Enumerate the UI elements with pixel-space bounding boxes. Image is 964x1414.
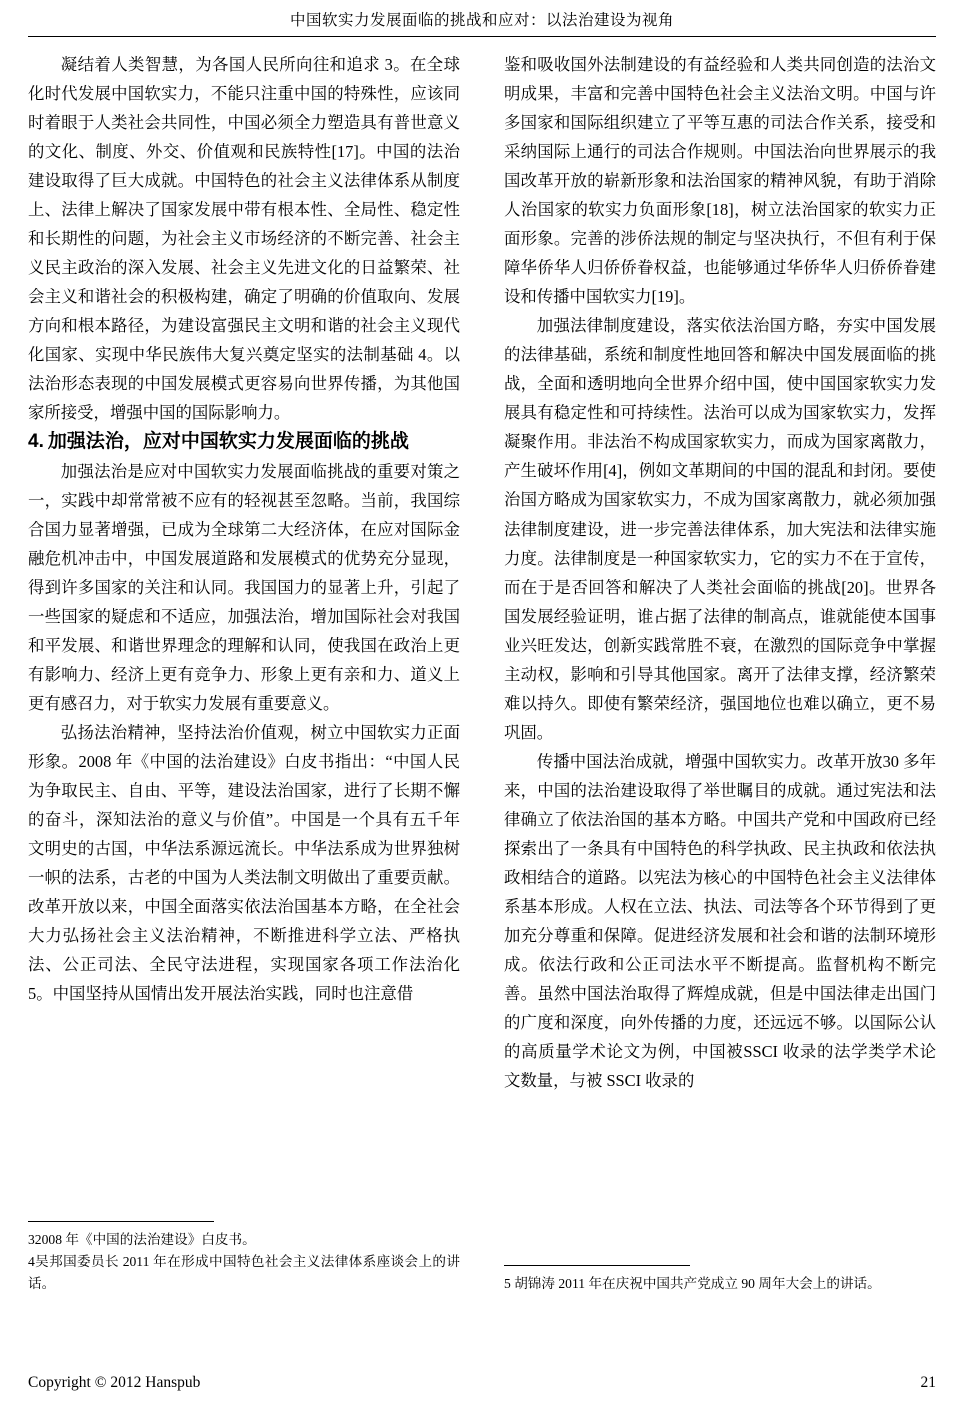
copyright-text: Copyright © 2012 Hanspub [28,1374,201,1391]
footnote-divider [504,1265,690,1266]
two-column-body [28,50,936,1295]
section-title: 加强法治，应对中国软实力发展面临的挑战 [47,431,409,453]
page-number: 21 [920,1374,936,1391]
footnote: 5 胡锦涛 2011 年在庆祝中国共产党成立 90 周年大会上的讲话。 [504,1275,881,1291]
page-footer [28,1374,936,1392]
paragraph: 加强法律制度建设，落实依法治国方略，夯实中国发展的法律基础，系统和制度性地回答和解决中国发展面临的挑战，全面和透明地向全世界介绍中国，使中国国家软实力发展具有稳定性和可持续性。法治可以成为国家软实力，发挥凝聚作用。非法治不构成国家软实力，而成为国家离散力，产生破坏作用[4]，例如文革期间的中国的混乱和封闭。要使治国方略成为国家软实力，不成为国家离散力，就必须加强法律制度建设，进一步完善法律体系，加大宪法和法律实施力度。法律制度是一种国家软实力，它的实力不在于宣传，而在于是否回答和解决了人类社会面临的挑战[20]。世界各国发展经验证明，谁占据了法律的制高点，谁就能使本国事业兴旺发达，创新实践常胜不衰，在激烈的国际竞争中掌握主动权，影响和引导其他国家。离开了法律支撑，经济繁荣难以持久。即使有繁荣经济，强国地位也难以确立，更不易巩固。 [504,316,936,742]
right-column [504,50,936,1295]
section-number: 4. [28,431,44,453]
footnote-block-left [28,1221,460,1295]
paragraph: 鉴和吸收国外法制建设的有益经验和人类共同创造的法治文明成果，丰富和完善中国特色社会主义法治文明。中国与许多国家和国际组织建立了平等互惠的司法合作关系，接受和采纳国际上通行的司法合作规则。中国法治向世界展示的我国改革开放的崭新形象和法治国家的精神风貌，有助于消除人治国家的软实力负面形象[18]，树立法治国家的软实力正面形象。完善的涉侨法规的制定与坚决执行，不但有利于保障华侨华人归侨侨眷权益，也能够通过华侨华人归侨侨眷建设和传播中国软实力[19]。 [504,55,936,307]
paragraph: 加强法治是应对中国软实力发展面临挑战的重要对策之一，实践中却常常被不应有的轻视甚至忽略。当前，我国综合国力显著增强，已成为全球第二大经济体，在应对国际金融危机冲击中，中国发展道路和发展模式的优势充分显现，得到许多国家的关注和认同。我国国力的显著上升，引起了一些国家的疑虑和不适应，加强法治，增加国际社会对我国和平发展、和谐世界理念的理解和认同，使我国在政治上更有影响力、经济上更有竞争力、形象上更有亲和力、道义上更有感召力，对于软实力发展有重要意义。 [28,461,460,714]
section-heading [28,427,460,456]
footnote-block-right [504,1265,936,1295]
footnote-divider [28,1221,214,1222]
paragraph: 传播中国法治成就，增强中国软实力。改革开放30 多年来，中国的法治建设取得了举世瞩目的成就。通过宪法和法律确立了依法治国的基本方略。中国共产党和中国政府已经探索出了一条具有中国特色的科学执政、民主执政和依法执政相结合的道路。以宪法为核心的中国特色社会主义法律体系基本形成。人权在立法、执法、司法等各个环节得到了更加充分尊重和保障。促进经济发展和社会和谐的法制环境形成。依法行政和公正司法水平不断提高。监督机构不断完善。虽然中国法治取得了辉煌成就，但是中国法律走出国门的广度和深度，向外传播的力度，还远远不够。以国际公认的高质量学术论文为例，中国被SSCI 收录的法学类学术论文数量，与被 SSCI 收录的 [504,751,936,1091]
footnote: 4吴邦国委员长 2011 年在形成中国特色社会主义法律体系座谈会上的讲话。 [28,1253,460,1291]
header-divider [28,36,936,37]
running-head: 中国软实力发展面临的挑战和应对：以法治建设为视角 [289,12,674,29]
footnote: 32008 年《中国的法治建设》白皮书。 [28,1231,256,1247]
paragraph: 凝结着人类智慧，为各国人民所向往和追求 3。在全球化时代发展中国软实力，不能只注重中国的特殊性，应该同时着眼于人类社会共同性，中国必须全力塑造具有普世意义的文化、制度、外交、价值观和民族特性[17]。中国的法治建设取得了巨大成就。中国特色的社会主义法律体系从制度上、法律上解决了国家发展中带有根本性、全局性、稳定性和长期性的问题，为社会主义市场经济的不断完善、社会主义民主政治的深入发展、社会主义先进文化的日益繁荣、社会主义和谐社会的积极构建，确定了明确的价值取向、发展方向和根本路径，为建设富强民主文明和谐的社会主义现代化国家、实现中华民族伟大复兴奠定坚实的法制基础 4。以法治形态表现的中国发展模式更容易向世界传播，为其他国家所接受，增强中国的国际影响力。 [28,55,460,423]
left-column [28,50,460,1295]
paragraph: 弘扬法治精神，坚持法治价值观，树立中国软实力正面形象。2008 年《中国的法治建设》白皮书指出：“中国人民为争取民主、自由、平等，建设法治国家，进行了长期不懈的奋斗，深知法治的意义与价值”。中国是一个具有五千年文明史的古国，中华法系源远流长。中华法系成为世界独树一帜的法系，古老的中国为人类法制文明做出了重要贡献。改革开放以来，中国全面落实依法治国基本方略，在全社会大力弘扬社会主义法治精神，不断推进科学立法、严格执法、公正司法、全民守法进程，实现国家各项工作法治化 5。中国坚持从国情出发开展法治实践，同时也注意借 [28,723,460,1004]
